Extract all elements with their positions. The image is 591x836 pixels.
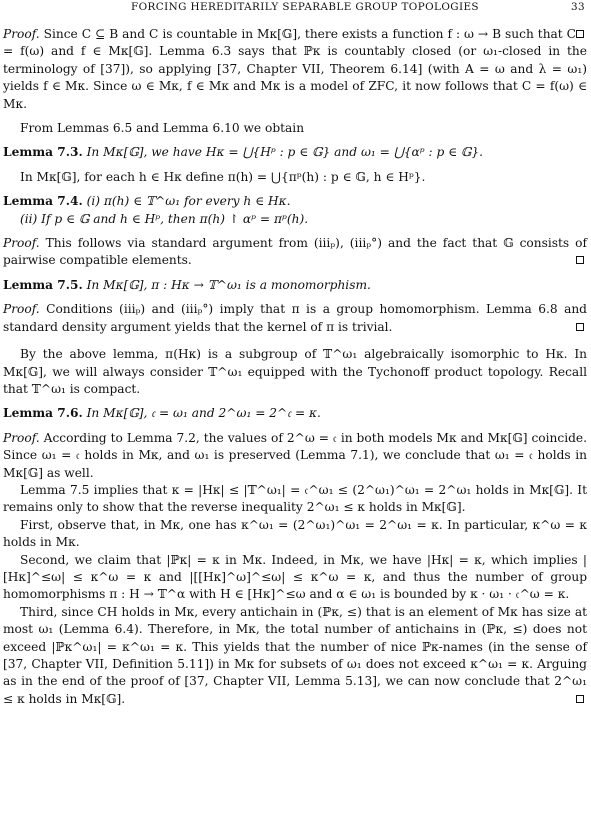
proof-text: According to Lemma 7.2, the values of 2^ω = 𝔠 in both models Mκ and Mκ[𝔾] coincide. Since ω₁ = 𝔠 holds in Mκ, and ω₁ is preserved (Lemma 7.1), we conclude that ω₁ = 𝔠 holds in Mκ[𝔾] as well. bbox=[3, 430, 587, 480]
proof-label: Proof. bbox=[3, 430, 40, 445]
proof-closing-paragraph bbox=[3, 604, 587, 708]
proof-text: Conditions (iiiₚ) and (iiiₚ°) imply that π is a group homomorphism. Lemma 6.8 and standard density argument yields that the kernel of π is trivial. bbox=[3, 302, 587, 334]
lemma-item-ii: (ii) If p ∈ 𝔾 and h ∈ Hᵖ, then π(h) ↾ αᵖ = πᵖ(h). bbox=[20, 211, 309, 226]
proof-text: Since C ⊆ B and C is countable in Mκ[𝔾], there exists a function f : ω → B such that C = f(ω) and f ∈ Mκ[𝔾]. Lemma 6.3 says that ℙκ is countably closed (or ω₁-closed in the terminology of [37]), so applying [37, Chapter VII, Theorem 6.14] (with A = ω and λ = ω₁) yields f ∈ Mκ. Since ω ∈ Mκ, f ∈ Mκ and Mκ is a model of ZFC, it now follows that C = f(ω) ∈ Mκ. bbox=[3, 27, 587, 111]
qed-square-icon bbox=[576, 30, 584, 38]
lemma-statement bbox=[3, 405, 587, 422]
proof-paragraph bbox=[3, 235, 587, 270]
lemma-statement bbox=[3, 277, 587, 294]
lemma-text: In Mκ[𝔾], 𝔠 = ω₁ and 2^ω₁ = 2^𝔠 = κ. bbox=[82, 406, 321, 421]
proof-text: This follows via standard argument from (iiiₚ), (iiiₚ°) and the fact that 𝔾 consists of pairwise compatible elements. bbox=[3, 236, 587, 268]
lemma-label: Lemma 7.4. bbox=[3, 194, 83, 209]
proof-text: Third, since CH holds in Mκ, every antichain in (ℙκ, ≤) that is an element of Mκ has size at most ω₁ (Lemma 6.4). Therefore, in Mκ, the total number of antichains in (ℙκ, ≤) does not exceed |ℙκ^ω₁| = κ^ω₁ = κ. This yields that the number of nice ℙκ-names (in the sense of [37, Chapter VII, Definition 5.11]) in Mκ for subsets of ω₁ does not exceed κ^ω₁ = κ. Arguing as in the end of the proof of [37, Chapter VII, Lemma 5.13], we can now conclude that 2^ω₁ ≤ κ holds in Mκ[𝔾]. bbox=[3, 604, 587, 706]
lemma-statement bbox=[3, 144, 587, 161]
lemma-label: Lemma 7.3. bbox=[3, 145, 83, 160]
proof-label: Proof. bbox=[3, 302, 40, 317]
lemma-label: Lemma 7.5. bbox=[3, 277, 83, 292]
lemma-statement bbox=[3, 193, 587, 210]
proof-label: Proof. bbox=[3, 236, 40, 251]
paragraph: First, observe that, in Mκ, one has κ^ω₁ = (2^ω₁)^ω₁ = 2^ω₁ = κ. In particular, κ^ω = κ holds in Mκ. bbox=[3, 517, 587, 550]
running-header bbox=[3, 0, 587, 15]
lemma-item-i: (i) π(h) ∈ 𝕋^ω₁ for every h ∈ Hκ. bbox=[82, 194, 291, 209]
qed-square-icon bbox=[576, 695, 584, 703]
lemma-label: Lemma 7.6. bbox=[3, 406, 83, 421]
paragraph: In Mκ[𝔾], for each h ∈ Hκ define π(h) = ⋃{πᵖ(h) : p ∈ 𝔾, h ∈ Hᵖ}. bbox=[20, 169, 426, 184]
lemma-text: In Mκ[𝔾], π : Hκ → 𝕋^ω₁ is a monomorphism. bbox=[82, 277, 371, 292]
proof-label: Proof. bbox=[3, 27, 40, 41]
page-number: 33 bbox=[570, 1, 585, 13]
proof-paragraph bbox=[3, 430, 587, 482]
paragraph: Lemma 7.5 implies that κ = |Hκ| ≤ |𝕋^ω₁| = 𝔠^ω₁ ≤ (2^ω₁)^ω₁ = 2^ω₁ holds in Mκ[𝔾]. It remains only to show that the reverse inequality 2^ω₁ ≤ κ holds in Mκ[𝔾]. bbox=[3, 482, 587, 515]
paragraph: By the above lemma, π(Hκ) is a subgroup of 𝕋^ω₁ algebraically isomorphic to Hκ. In Mκ[𝔾], we will always consider 𝕋^ω₁ equipped with the Tychonoff product topology. Recall that 𝕋^ω₁ is compact. bbox=[3, 347, 587, 396]
page-body bbox=[3, 26, 587, 708]
paragraph: From Lemmas 6.5 and Lemma 6.10 we obtain bbox=[20, 121, 305, 136]
lemma-text: In Mκ[𝔾], we have Hκ = ⋃{Hᵖ : p ∈ 𝔾} and ω₁ = ⋃{αᵖ : p ∈ 𝔾}. bbox=[82, 145, 484, 160]
paragraph: Second, we claim that |ℙκ| = κ in Mκ. Indeed, in Mκ, we have |Hκ| = κ, which implies |[Hκ]^≤ω| ≤ κ^ω = κ and |[[Hκ]^ω]^≤ω| ≤ κ^ω = κ, and thus the number of group homomorphisms π : H → 𝕋^α with H ∈ [Hκ]^≤ω and α ∈ ω₁ is bounded by κ · ω₁ · 𝔠^ω = κ. bbox=[3, 552, 587, 602]
qed-square-icon bbox=[576, 323, 584, 331]
proof-paragraph bbox=[3, 301, 587, 336]
proof-paragraph bbox=[3, 26, 587, 113]
running-title: FORCING HEREDITARILY SEPARABLE GROUP TOPOLOGIES bbox=[131, 1, 479, 13]
qed-square-icon bbox=[576, 256, 584, 264]
